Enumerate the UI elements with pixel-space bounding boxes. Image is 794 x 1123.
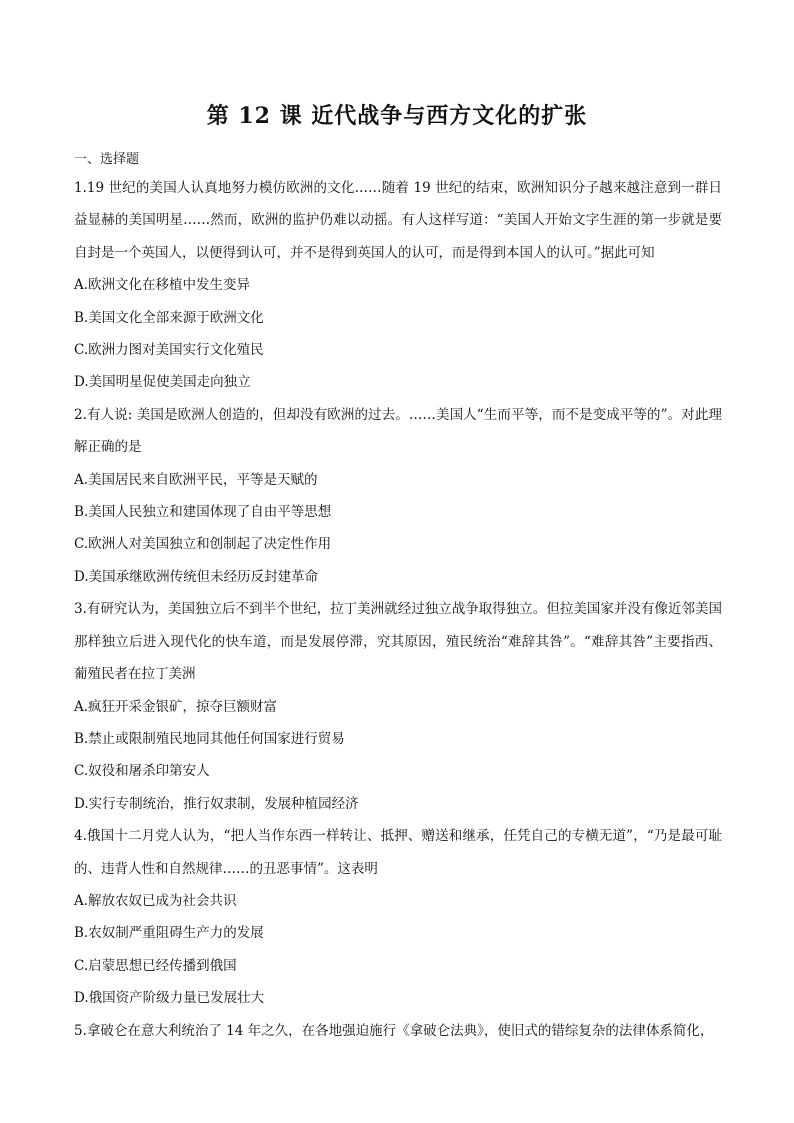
question-5: [74, 1015, 722, 1047]
option-d: D.美国承继欧洲传统但未经历反封建革命: [74, 568, 319, 585]
option-a: A.欧洲文化在移植中发生变异: [74, 277, 251, 294]
option-c: C.欧洲力图对美国实行文化殖民: [74, 342, 264, 359]
question-stem: 5.拿破仑在意大利统治了 14 年之久，在各地强迫施行《拿破仑法典》，使旧式的错综复杂的法律体系简化，: [74, 1022, 714, 1039]
question-stem: 4.俄国十二月党人认为，“把人当作东西一样转让、抵押、赠送和继承，任凭自己的专横无道”，“乃是最可耻的、违背人性和自然规律……的丑恶事情”。这表明: [74, 828, 722, 877]
option-c: C.奴役和屠杀印第安人: [74, 763, 210, 780]
option-b: B.美国文化全部来源于欧洲文化: [74, 309, 264, 326]
option-c: C.欧洲人对美国独立和创制起了决定性作用: [74, 536, 332, 553]
option-b: B.农奴制严重阻碍生产力的发展: [74, 925, 264, 942]
question-stem: 2.有人说: 美国是欧洲人创造的，但却没有欧洲的过去。……美国人“生而平等，而不是变成平等的”。对此理解正确的是: [74, 406, 722, 456]
section-heading: 一、选择题: [74, 152, 140, 167]
question-1: [74, 172, 722, 399]
question-3: [74, 593, 722, 820]
option-b: B.禁止或限制殖民地同其他任何国家进行贸易: [74, 730, 345, 747]
question-stem: 1.19 世纪的美国人认真地努力模仿欧洲的文化……随着 19 世纪的结束，欧洲知识分子越来越注意到一群日益显赫的美国明星……然而，欧洲的监护仍难以动摇。有人这样写道：“美国人开始文字生涯的第一步就是要自封是一个英国人，以便得到认可，并不是得到英国人的认可，而是得到本国人的认可。”据此可知: [74, 180, 722, 261]
option-d: D.俄国资产阶级力量已发展壮大: [74, 990, 265, 1007]
option-d: D.美国明星促使美国走向独立: [74, 374, 251, 391]
question-list: [74, 172, 722, 1047]
option-b: B.美国人民独立和建国体现了自由平等思想: [74, 504, 332, 521]
option-a: A.解放农奴已成为社会共识: [74, 892, 237, 909]
question-stem: 3.有研究认为，美国独立后不到半个世纪，拉丁美洲就经过独立战争取得独立。但拉美国家并没有像近邻美国那样独立后进入现代化的快车道，而是发展停滞，究其原因，殖民统治“难辞其咎”。“难辞其咎”主要指西、葡殖民者在拉丁美洲: [74, 601, 722, 683]
option-c: C.启蒙思想已经传播到俄国: [74, 957, 237, 974]
option-a: A.疯狂开采金银矿，掠夺巨额财富: [74, 698, 278, 715]
page-title: 第 12 课 近代战争与西方文化的扩张: [206, 103, 588, 129]
option-a: A.美国居民来自欧洲平民，平等是天赋的: [74, 471, 318, 488]
option-d: D.实行专制统治，推行奴隶制，发展种植园经济: [74, 795, 359, 812]
question-4: [74, 820, 722, 1014]
question-2: [74, 399, 722, 593]
